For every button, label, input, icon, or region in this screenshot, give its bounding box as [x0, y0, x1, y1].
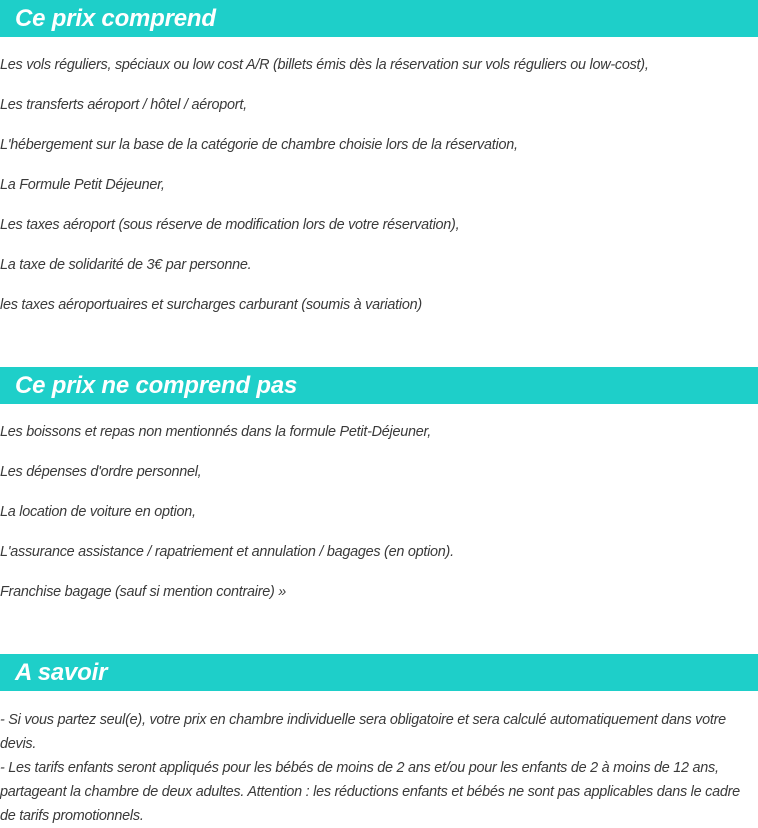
section-title-info: A savoir [15, 658, 108, 686]
list-item: La Formule Petit Déjeuner, [0, 177, 165, 193]
list-item: Les taxes aéroport (sous réserve de modification lors de votre réservation), [0, 217, 460, 233]
section-title-excludes: Ce prix ne comprend pas [15, 371, 298, 399]
excludes-list [0, 423, 758, 623]
list-item: Les vols réguliers, spéciaux ou low cost A/R (billets émis dès la réservation sur vols réguliers ou low-cost), [0, 57, 649, 73]
info-paragraph: - Si vous partez seul(e), votre prix en chambre individuelle sera obligatoire et sera calculé automatiquement dans votre devis. [0, 712, 726, 752]
list-item: Les boissons et repas non mentionnés dans la formule Petit-Déjeuner, [0, 424, 431, 440]
list-item: les taxes aéroportuaires et surcharges carburant (soumis à variation) [0, 297, 422, 313]
info-paragraph: - Les tarifs enfants seront appliqués pour les bébés de moins de 2 ans et/ou pour les enfants de 2 à moins de 12 ans, partageant la chambre de deux adultes. Attention : les réductions enfants et bébés ne sont pas applicables dans le cadre de tarifs promotionnels. [0, 760, 740, 824]
section-header-includes [0, 0, 758, 37]
list-item: Les dépenses d'ordre personnel, [0, 464, 202, 480]
list-item: Franchise bagage (sauf si mention contraire) » [0, 584, 287, 600]
section-title-includes: Ce prix comprend [15, 4, 216, 32]
info-text [0, 708, 758, 828]
section-header-excludes [0, 367, 758, 404]
section-header-info [0, 654, 758, 691]
includes-list [0, 56, 758, 336]
list-item: La taxe de solidarité de 3€ par personne. [0, 257, 252, 273]
list-item: L'hébergement sur la base de la catégorie de chambre choisie lors de la réservation, [0, 137, 518, 153]
list-item: Les transferts aéroport / hôtel / aéroport, [0, 97, 247, 113]
list-item: L'assurance assistance / rapatriement et annulation / bagages (en option). [0, 544, 454, 560]
list-item: La location de voiture en option, [0, 504, 196, 520]
